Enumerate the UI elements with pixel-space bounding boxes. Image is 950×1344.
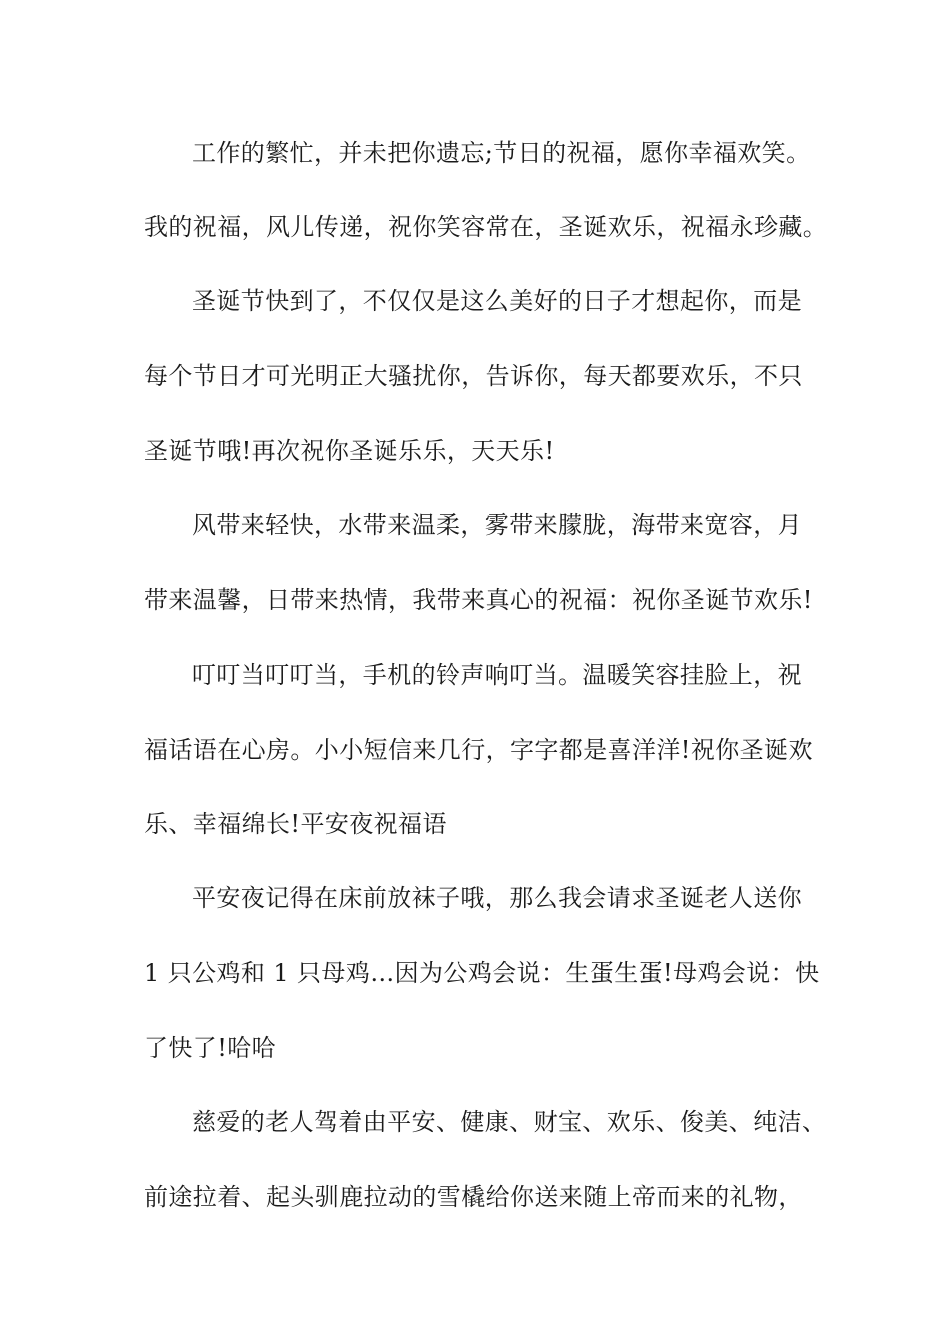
text-line-5: 圣诞节哦!再次祝你圣诞乐乐，天天乐!: [144, 437, 555, 465]
text-line-6: 风带来轻快，水带来温柔，雾带来朦胧，海带来宽容，月: [192, 511, 802, 539]
text-line-12: 1 只公鸡和 1 只母鸡…因为公鸡会说：生蛋生蛋!母鸡会说：快: [144, 959, 820, 987]
text-line-13: 了快了!哈哈: [144, 1034, 277, 1062]
text-line-11: 平安夜记得在床前放袜子哦，那么我会请求圣诞老人送你: [192, 884, 802, 912]
text-line-4: 每个节日才可光明正大骚扰你，告诉你，每天都要欢乐，不只: [144, 362, 803, 390]
text-line-1: 工作的繁忙，并未把你遗忘;节日的祝福，愿你幸福欢笑。: [192, 139, 811, 167]
text-line-8: 叮叮当叮叮当，手机的铃声响叮当。温暖笑容挂脸上，祝: [192, 661, 802, 689]
text-line-14: 慈爱的老人驾着由平安、健康、财宝、欢乐、俊美、纯洁、: [192, 1108, 827, 1136]
text-line-15: 前途拉着、起头驯鹿拉动的雪橇给你送来随上帝而来的礼物，: [144, 1183, 803, 1211]
text-line-7: 带来温馨，日带来热情，我带来真心的祝福：祝你圣诞节欢乐!: [144, 586, 813, 614]
text-line-3: 圣诞节快到了，不仅仅是这么美好的日子才想起你，而是: [192, 287, 802, 315]
text-line-2: 我的祝福，风儿传递，祝你笑容常在，圣诞欢乐，祝福永珍藏。: [144, 213, 828, 241]
text-line-9: 福话语在心房。小小短信来几行，字字都是喜洋洋!祝你圣诞欢: [144, 736, 813, 764]
text-line-10: 乐、幸福绵长!平安夜祝福语: [144, 810, 447, 838]
